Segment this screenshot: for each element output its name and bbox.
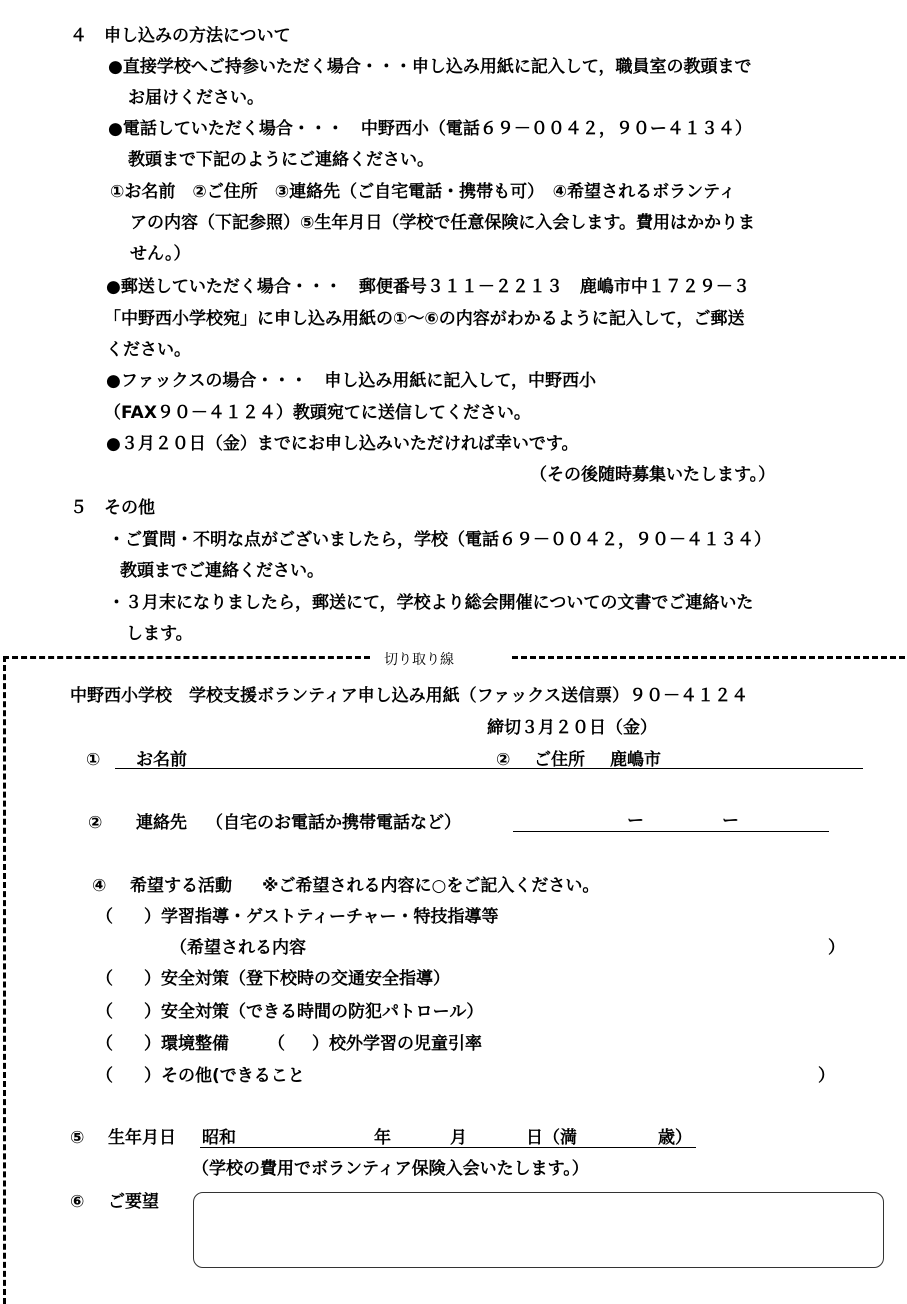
name-number: ① — [86, 750, 101, 770]
request-textbox[interactable] — [193, 1192, 884, 1268]
birth-year: 年 — [374, 1128, 391, 1148]
name-label: お名前 — [136, 750, 187, 770]
address-input-line[interactable] — [485, 768, 863, 769]
option2-paren[interactable]: （ — [96, 969, 113, 989]
option1-detail: （希望される内容 — [170, 938, 306, 958]
option5-label: ）その他(できること — [144, 1066, 305, 1086]
meeting-text-2: します。 — [126, 624, 193, 644]
contact-dash-2: ー — [722, 811, 739, 831]
birth-day: 日（満 — [526, 1128, 577, 1148]
fax-text-1: ●ファックスの場合・・・ 申し込み用紙に記入して，中野西小 — [106, 371, 596, 391]
cut-line-right — [512, 656, 905, 659]
section5-heading: ５ その他 — [70, 498, 155, 518]
question-text-1: ・ご質問・不明な点がございましたら，学校（電話６９－００４２，９０－４１３４） — [108, 530, 771, 550]
option5-close: ） — [818, 1066, 835, 1086]
contact-dash-1: ー — [627, 811, 644, 831]
phone-text-1: ●電話していただく場合・・・ 中野西小（電話６９－００４２，９０ー４１３４） — [108, 119, 752, 139]
request-label: ご要望 — [108, 1192, 159, 1212]
contact-input-line[interactable] — [513, 831, 829, 832]
insurance-note: （学校の費用でボランティア保険入会いたします。） — [192, 1159, 589, 1179]
cut-line-vertical — [3, 656, 6, 1304]
address-label: ご住所 — [534, 750, 585, 770]
cut-line-left — [3, 656, 370, 659]
birth-label: 生年月日 — [108, 1128, 176, 1148]
request-number: ⑥ — [70, 1192, 85, 1212]
deadline-text: ●３月２０日（金）までにお申し込みいただければ幸いです。 — [106, 434, 579, 454]
option3-label: ）安全対策（できる時間の防犯パトロール） — [144, 1002, 484, 1022]
mail-text-3: ください。 — [106, 340, 191, 360]
activity-label: 希望する活動 — [130, 876, 232, 896]
birth-input-line[interactable] — [200, 1147, 696, 1148]
form-deadline: 締切３月２０日（金） — [487, 718, 657, 738]
option1-detail-close: ） — [828, 938, 845, 958]
birth-era: 昭和 — [202, 1128, 236, 1148]
fax-text-2: （FAX９０－４１２４）教頭宛てに送信してください。 — [104, 403, 531, 423]
address-prefill: 鹿嶋市 — [610, 750, 661, 770]
name-input-line[interactable] — [115, 768, 485, 769]
option1-label: ）学習指導・ゲストティーチャー・特技指導等 — [144, 907, 499, 927]
items-text-2: アの内容（下記参照）⑤生年月日（学校で任意保険に入会します。費用はかかりま — [130, 213, 756, 233]
direct-text-2: お届けください。 — [128, 88, 264, 108]
birth-number: ⑤ — [70, 1128, 85, 1148]
direct-text-1: ●直接学校へご持参いただく場合・・・申し込み用紙に記入して，職員室の教頭まで — [108, 57, 752, 77]
option4-paren[interactable]: （ — [96, 1034, 113, 1054]
question-text-2: 教頭までご連絡ください。 — [120, 561, 324, 581]
mail-text-1: ●郵送していただく場合・・・ 郵便番号３１１－２２１３ 鹿嶋市中１７２９－３ — [106, 277, 750, 297]
contact-number: ② — [88, 813, 103, 833]
option1-paren[interactable]: （ — [96, 907, 113, 927]
contact-note: （自宅のお電話か携帯電話など） — [206, 813, 461, 833]
option4-label: ）環境整備 — [144, 1034, 229, 1054]
option2-label: ）安全対策（登下校時の交通安全指導） — [144, 969, 450, 989]
items-text-1: ①お名前 ②ご住所 ③連絡先（ご自宅電話・携帯も可） ④希望されるボランティ — [110, 182, 736, 202]
mail-text-2: 「中野西小学校宛」に申し込み用紙の①～⑥の内容がわかるように記入して，ご郵送 — [104, 309, 745, 329]
option3-paren[interactable]: （ — [96, 1002, 113, 1022]
contact-label: 連絡先 — [136, 813, 187, 833]
section4-heading: ４ 申し込みの方法について — [70, 26, 291, 46]
activity-number: ④ — [92, 876, 107, 896]
option5-paren[interactable]: （ — [96, 1066, 113, 1086]
activity-note: ※ご希望される内容に○をご記入ください。 — [262, 876, 600, 896]
option4b-paren[interactable]: （ — [268, 1034, 285, 1054]
birth-age: 歳） — [658, 1128, 692, 1148]
option4b-label: ）校外学習の児童引率 — [312, 1034, 482, 1054]
phone-text-2: 教頭まで下記のようにご連絡ください。 — [128, 150, 434, 170]
address-number: ② — [496, 750, 511, 770]
meeting-text-1: ・３月末になりましたら，郵送にて，学校より総会開催についての文書でご連絡いた — [108, 593, 754, 613]
after-text: （その後随時募集いたします。） — [530, 465, 776, 485]
items-text-3: せん。） — [130, 244, 191, 264]
cut-line-label: 切り取り線 — [384, 652, 454, 668]
form-title: 中野西小学校 学校支援ボランティア申し込み用紙（ファックス送信票）９０－４１２４ — [70, 686, 749, 706]
birth-month: 月 — [450, 1128, 467, 1148]
